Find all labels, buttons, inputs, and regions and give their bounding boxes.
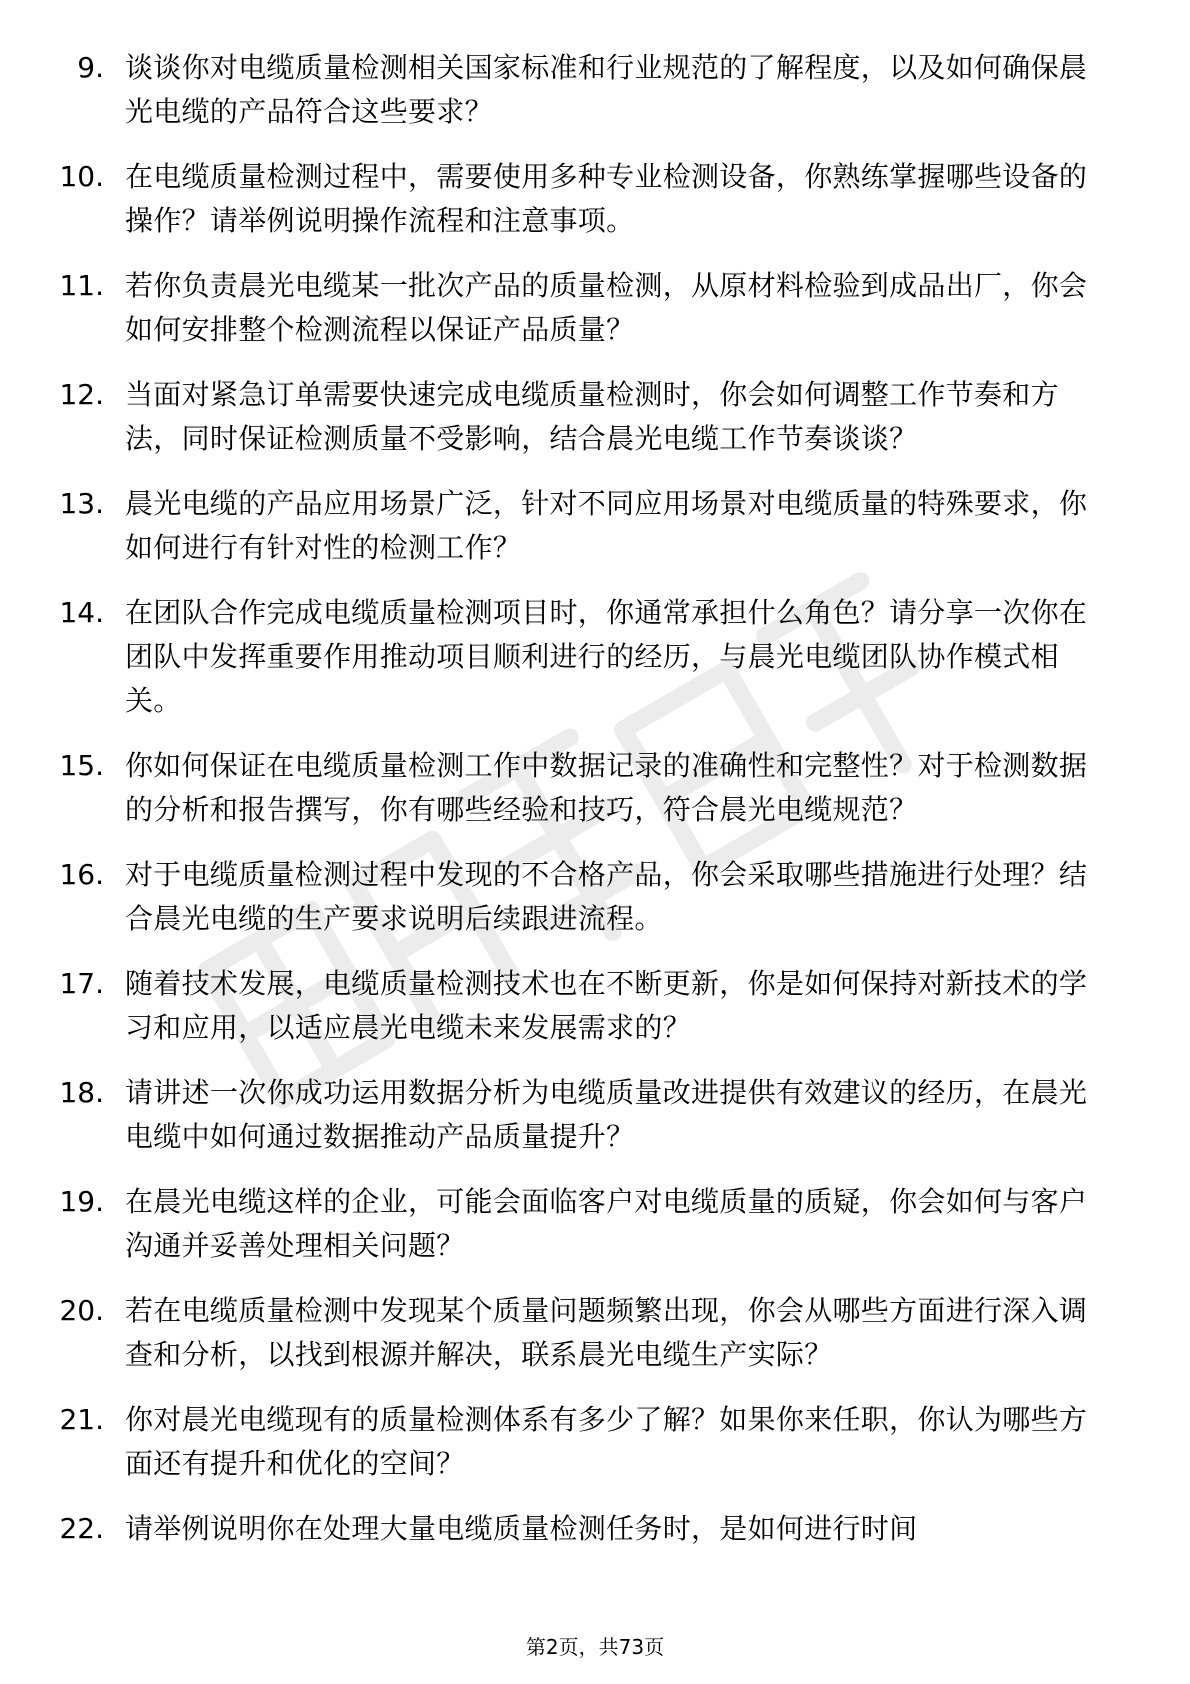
question-item [0, 155, 1190, 243]
question-text: 在晨光电缆这样的企业，可能会面临客户对电缆质量的质疑，你会如何与客户沟通并妥善处理相关问题？ [125, 1185, 1088, 1262]
question-number: 10. [59, 160, 104, 193]
question-item [0, 373, 1190, 461]
question-number: 13. [59, 487, 104, 520]
question-item [0, 264, 1190, 352]
question-item [0, 1507, 1190, 1551]
question-number: 14. [59, 596, 104, 629]
question-text: 晨光电缆的产品应用场景广泛，针对不同应用场景对电缆质量的特殊要求，你如何进行有针对性的检测工作？ [125, 487, 1088, 564]
question-text: 请举例说明你在处理大量电缆质量检测任务时，是如何进行时间 [125, 1512, 918, 1545]
question-text: 若在电缆质量检测中发现某个质量问题频繁出现，你会从哪些方面进行深入调查和分析，以找到根源并解决，联系晨光电缆生产实际？ [125, 1294, 1088, 1371]
question-item [0, 744, 1190, 832]
question-item [0, 1289, 1190, 1377]
question-item [0, 1180, 1190, 1268]
question-number: 20. [59, 1294, 104, 1327]
question-text: 当面对紧急订单需要快速完成电缆质量检测时，你会如何调整工作节奏和方法，同时保证检测质量不受影响，结合晨光电缆工作节奏谈谈？ [125, 378, 1059, 455]
question-number: 21. [59, 1403, 104, 1436]
question-text: 请讲述一次你成功运用数据分析为电缆质量改进提供有效建议的经历，在晨光电缆中如何通过数据推动产品质量提升？ [125, 1076, 1088, 1153]
question-item [0, 591, 1190, 723]
question-number: 18. [59, 1076, 104, 1109]
question-text: 在团队合作完成电缆质量检测项目时，你通常承担什么角色？请分享一次你在团队中发挥重要作用推动项目顺利进行的经历，与晨光电缆团队协作模式相关。 [125, 596, 1088, 717]
question-item [0, 1071, 1190, 1159]
question-item [0, 482, 1190, 570]
question-text: 你对晨光电缆现有的质量检测体系有多少了解？如果你来任职，你认为哪些方面还有提升和优化的空间？ [125, 1403, 1088, 1480]
question-list [0, 46, 1190, 1572]
question-text: 谈谈你对电缆质量检测相关国家标准和行业规范的了解程度，以及如何确保晨光电缆的产品符合这些要求？ [125, 51, 1088, 128]
question-number: 22. [59, 1512, 104, 1545]
question-text: 随着技术发展，电缆质量检测技术也在不断更新，你是如何保持对新技术的学习和应用，以适应晨光电缆未来发展需求的？ [125, 967, 1088, 1044]
question-text: 对于电缆质量检测过程中发现的不合格产品，你会采取哪些措施进行处理？结合晨光电缆的生产要求说明后续跟进流程。 [125, 858, 1088, 935]
question-text: 你如何保证在电缆质量检测工作中数据记录的准确性和完整性？对于检测数据的分析和报告撰写，你有哪些经验和技巧，符合晨光电缆规范？ [125, 749, 1088, 826]
question-number: 9. [77, 51, 104, 84]
question-number: 11. [59, 269, 104, 302]
question-number: 15. [59, 749, 104, 782]
question-text: 在电缆质量检测过程中，需要使用多种专业检测设备，你熟练掌握哪些设备的操作？请举例说明操作流程和注意事项。 [125, 160, 1088, 237]
question-item [0, 962, 1190, 1050]
question-text: 若你负责晨光电缆某一批次产品的质量检测，从原材料检验到成品出厂，你会如何安排整个检测流程以保证产品质量？ [125, 269, 1088, 346]
question-number: 12. [59, 378, 104, 411]
question-number: 16. [59, 858, 104, 891]
question-number: 17. [59, 967, 104, 1000]
page-footer: 第2页，共73页 [525, 1635, 665, 1659]
question-item [0, 1398, 1190, 1486]
question-number: 19. [59, 1185, 104, 1218]
question-item [0, 853, 1190, 941]
question-item [0, 46, 1190, 134]
